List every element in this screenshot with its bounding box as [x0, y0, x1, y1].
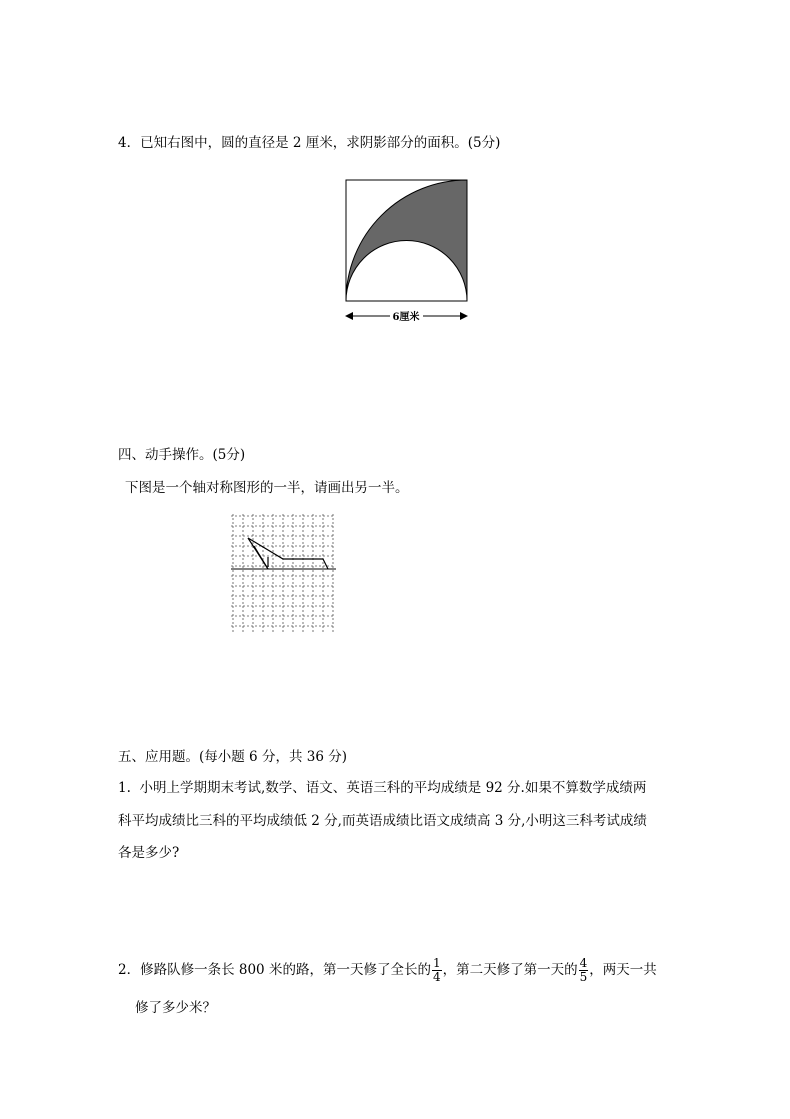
problem-1-line-3: 各是多少?: [118, 845, 180, 861]
section-5-heading: 五、应用题。(每小题 6 分，共 36 分): [118, 749, 347, 765]
half-shape: [248, 538, 328, 569]
question-4-text: 4．已知右图中，圆的直径是 2 厘米，求阴影部分的面积。(5分): [118, 135, 501, 151]
problem-2-line-1: [118, 955, 657, 985]
fraction-1-numerator: 1: [432, 956, 441, 970]
problem-2-text-2: ，第二天修了第一天的: [442, 962, 578, 978]
fraction-1-denominator: 4: [432, 970, 441, 984]
section-4-instruction: 下图是一个轴对称图形的一半，请画出另一半。: [125, 480, 409, 496]
problem-1-text-1: 小明上学期期末考试,数学、语文、英语三科的平均成绩是 92 分.如果不算数学成绩两: [139, 780, 647, 796]
fraction-one-quarter: [432, 957, 442, 984]
shaded-region-figure: [335, 174, 475, 326]
dimension-label: 6厘米: [392, 312, 420, 323]
problem-1-line-1: [118, 779, 646, 797]
problem-2-line-2: 修了多少米？: [135, 1000, 216, 1016]
section-4-heading: 四、动手操作。(5分): [118, 447, 246, 463]
problem-1-number: 1.: [118, 780, 131, 796]
fraction-2-numerator: 4: [579, 956, 588, 970]
fraction-four-fifths: [579, 957, 589, 984]
problem-2-text-3: ，两天一共: [589, 962, 657, 978]
problem-2-text-1: 2．修路队修一条长 800 米的路，第一天修了全长的: [118, 962, 431, 978]
symmetry-grid: [228, 511, 338, 635]
fraction-2-denominator: 5: [579, 970, 588, 984]
problem-1-line-2: 科平均成绩比三科的平均成绩低 2 分,而英语成绩比语文成绩高 3 分,小明这三科考试成绩: [118, 813, 647, 829]
